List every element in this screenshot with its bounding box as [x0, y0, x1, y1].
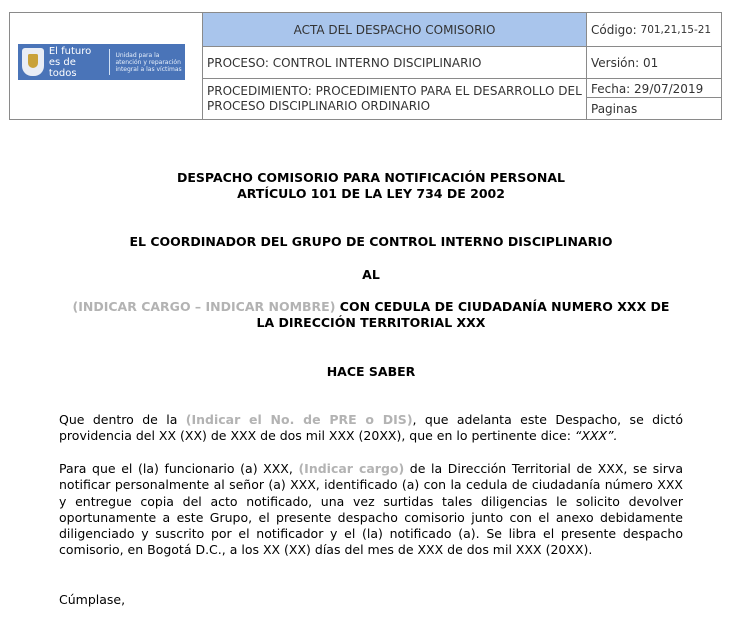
p2-text-b: de la Dirección Territorial de XXX, se sirva notificar personalmente al señor (a) XXX, identificado (a) con la cedula de ciudadanía número XXX y entregue copia del acto notificado, una vez surtidas tales diligencias le solicito devolver oportunamente a este Grupo, el presente despacho comisorio junto con el anexo debidamente diligenciado y suscrito por el notificador y el (la) notificado (a). Se libra el presente despacho comisorio, en Bogotá D.C., a los XX (XX) días del mes de XXX de dos mil XXX (20XX). [59, 461, 683, 558]
paragraph-2 [59, 461, 683, 559]
addressee-placeholder: (INDICAR CARGO – INDICAR NOMBRE) [72, 299, 336, 314]
p2-text-a: Para que el (la) funcionario (a) XXX, [59, 461, 299, 476]
p1-text-b: , que adelanta este Despacho, se dictó providencia del XX (XX) de XXX de dos mil XXX (20XX), que en lo pertinente dice: [59, 412, 683, 444]
p1-placeholder: (Indicar el No. de PRE o DIS) [185, 412, 413, 427]
p2-placeholder: (Indicar cargo) [298, 461, 405, 476]
code-label: Código: [591, 22, 637, 37]
logo-entity-name: Unidad para la atención y reparación integral a las víctimas [115, 51, 182, 73]
al-heading: AL [362, 267, 380, 282]
procedure-field: PROCEDIMIENTO: PROCEDIMIENTO PARA EL DESARROLLO DEL PROCESO DISCIPLINARIO ORDINARIO [203, 79, 587, 119]
addressee-text: CON CEDULA DE CIUDADANÍA NUMERO XXX DE LA DIRECCIÓN TERRITORIAL XXX [256, 299, 670, 330]
code-value: 701,21,15-21 [640, 23, 712, 36]
process-field: PROCESO: CONTROL INTERNO DISCIPLINARIO [203, 47, 587, 79]
unidad-victimas-logo [18, 44, 185, 80]
date-field: Fecha: 29/07/2019 [587, 79, 721, 98]
coat-of-arms-icon [22, 48, 44, 76]
p1-text-a: Que dentro de la [59, 412, 186, 427]
closing-text: Cúmplase, [59, 592, 126, 607]
hace-saber-heading: HACE SABER [326, 364, 416, 379]
logo-cell [10, 13, 203, 119]
coordinator-heading: EL COORDINADOR DEL GRUPO DE CONTROL INTERNO DISCIPLINARIO [129, 234, 613, 249]
logo-slogan: El futuro es de todos [48, 45, 92, 79]
document-code [587, 13, 721, 47]
heading-line-1: DESPACHO COMISORIO PARA NOTIFICACIÓN PERSONAL [177, 170, 565, 185]
paragraph-1 [59, 412, 683, 445]
version-field: Versión: 01 [587, 47, 721, 79]
logo-divider [109, 49, 110, 75]
document-header-table [9, 12, 722, 120]
p1-quote: “XXX”. [574, 428, 618, 444]
pages-field: Paginas [591, 102, 638, 116]
document-title: ACTA DEL DESPACHO COMISORIO [203, 13, 587, 47]
heading-line-2: ARTÍCULO 101 DE LA LEY 734 DE 2002 [237, 186, 505, 201]
addressee-heading [59, 299, 683, 331]
